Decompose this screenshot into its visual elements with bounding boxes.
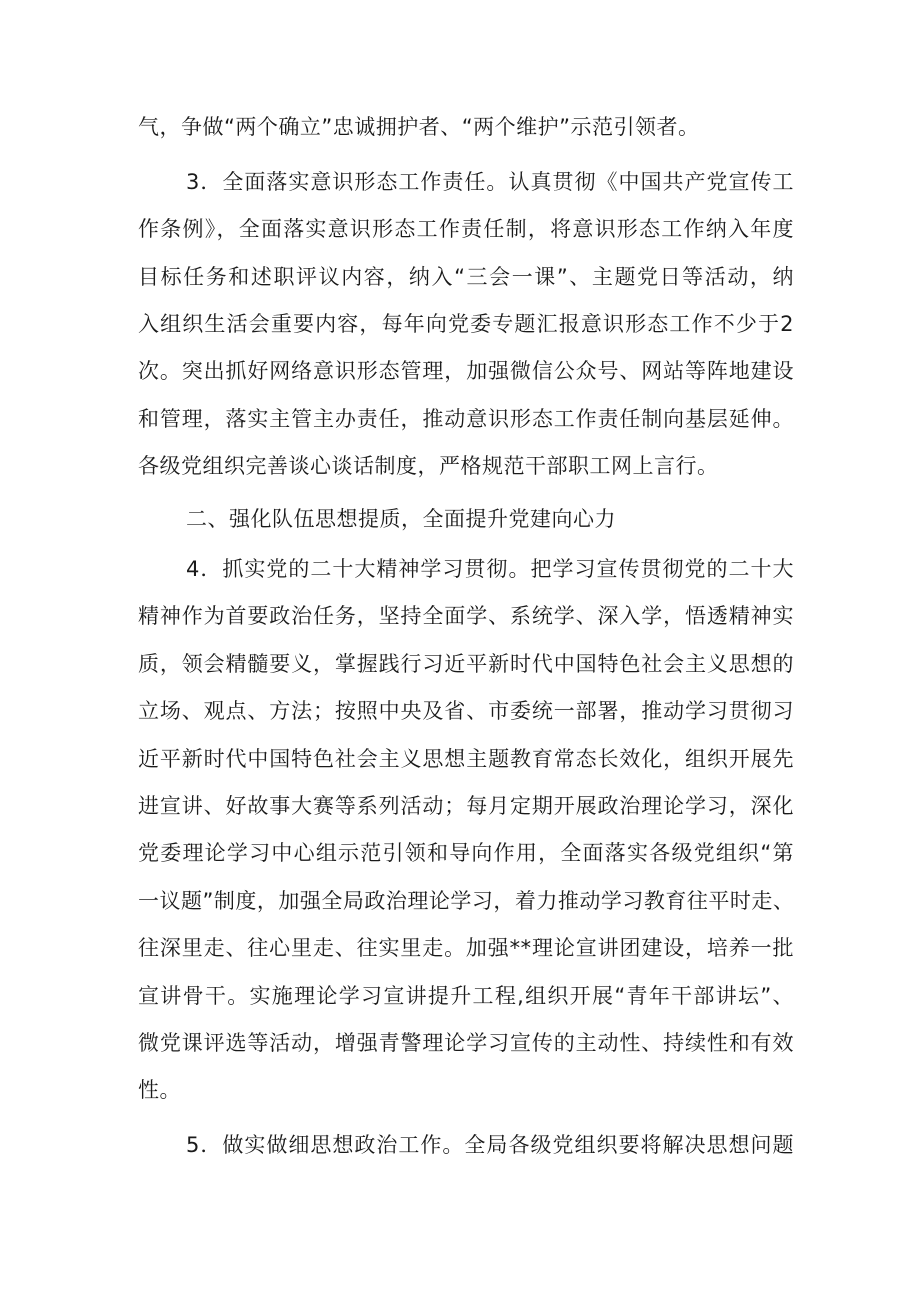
text-line: 进宣讲、好故事大赛等系列活动；每月定期开展政治理论学习，深化	[138, 794, 794, 818]
text-line: 目标任务和述职评议内容，纳入“三会一课”、主题党日等活动，纳	[138, 265, 794, 289]
text-line: 党委理论学习中心组示范引领和导向作用，全面落实各级党组织“第	[138, 841, 794, 865]
text-line: 立场、观点、方法；按照中央及省、市委统一部署，推动学习贯彻习	[138, 699, 794, 723]
text-line: 5．做实做细思想政治工作。全局各级党组织要将解决思想问题	[186, 1133, 794, 1157]
text-line: 微党课评选等活动，增强青警理论学习宣传的主动性、持续性和有效	[138, 1031, 794, 1055]
text-line: 近平新时代中国特色社会主义思想主题教育常态长效化，组织开展先	[138, 747, 794, 771]
text-line: 质，领会精髓要义，掌握践行习近平新时代中国特色社会主义思想的	[138, 652, 794, 676]
text-line: 入组织生活会重要内容，每年向党委专题汇报意识形态工作不少于2	[138, 312, 794, 336]
text-line: 次。突出抓好网络意识形态管理，加强微信公众号、网站等阵地建设	[138, 359, 794, 383]
text-line: 精神作为首要政治任务，坚持全面学、系统学、深入学，悟透精神实	[138, 604, 794, 628]
text-line: 4．抓实党的二十大精神学习贯彻。把学习宣传贯彻党的二十大	[186, 557, 794, 581]
text-line: 3．全面落实意识形态工作责任。认真贯彻《中国共产党宣传工	[186, 170, 794, 194]
text-line: 性。	[138, 1078, 181, 1102]
text-line: 作条例》，全面落实意识形态工作责任制，将意识形态工作纳入年度	[138, 217, 794, 241]
text-line: 气，争做“两个确立”忠诚拥护者、“两个维护”示范引领者。	[138, 115, 700, 139]
text-line: 宣讲骨干。实施理论学习宣讲提升工程,组织开展“青年干部讲坛”、	[138, 984, 794, 1008]
text-line: 往深里走、往心里走、往实里走。加强**理论宣讲团建设，培养一批	[138, 936, 794, 960]
section-heading: 二、强化队伍思想提质，全面提升党建向心力	[186, 507, 616, 531]
text-line: 各级党组织完善谈心谈话制度，严格规范干部职工网上言行。	[138, 454, 719, 478]
text-line: 一议题”制度，加强全局政治理论学习，着力推动学习教育往平时走、	[138, 889, 795, 913]
text-line: 和管理，落实主管主办责任，推动意识形态工作责任制向基层延伸。	[138, 407, 794, 431]
